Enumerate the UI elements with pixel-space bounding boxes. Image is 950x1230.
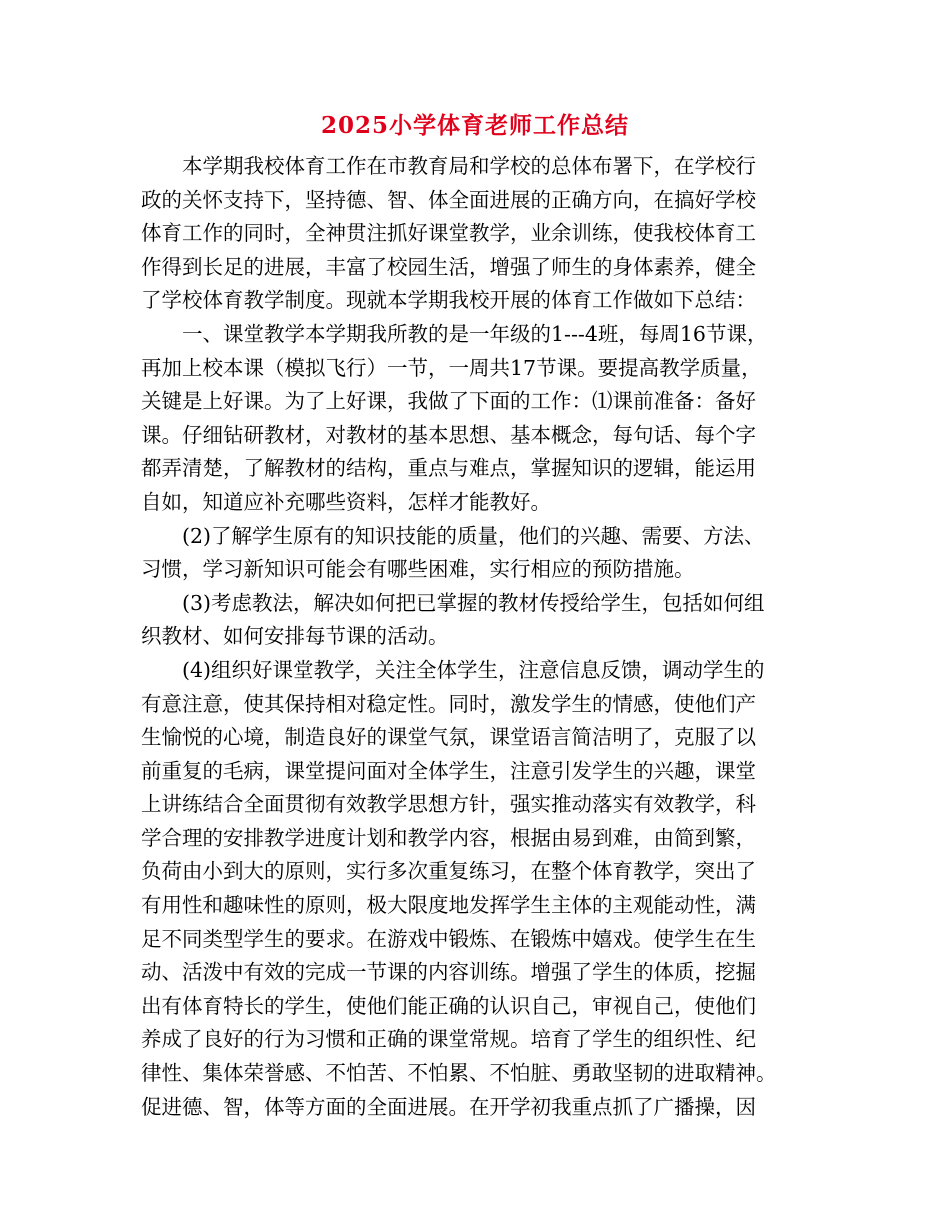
text-line: 都弄清楚，了解教材的结构，重点与难点，掌握知识的逻辑，能运用 xyxy=(141,456,756,481)
text-line: (3)考虑教法，解决如何把已掌握的教材传授给学生，包括如何组 xyxy=(182,590,765,615)
text-line: 足不同类型学生的要求。在游戏中锻炼、在锻炼中嬉戏。使学生在生 xyxy=(141,926,756,951)
document-title: 2025小学体育老师工作总结 xyxy=(320,112,629,139)
text-line: 一、课堂教学本学期我所教的是一年级的1---4班，每周16节课， xyxy=(182,321,768,346)
text-line: 上讲练结合全面贯彻有效教学思想方针，强实推动落实有效教学，科 xyxy=(141,792,756,817)
text-line: 有用性和趣味性的原则，极大限度地发挥学生主体的主观能动性，满 xyxy=(141,893,756,918)
text-line: 再加上校本课（模拟飞行）一节，一周共17节课。要提高教学质量， xyxy=(141,355,762,380)
text-line: 课。仔细钻研教材，对教材的基本思想、基本概念，每句话、每个字 xyxy=(141,422,756,447)
text-line: 织教材、如何安排每节课的活动。 xyxy=(141,624,449,649)
text-line: 负荷由小到大的原则，实行多次重复练习，在整个体育教学，突出了 xyxy=(141,859,756,884)
text-line: 自如，知道应补充哪些资料，怎样才能教好。 xyxy=(141,489,551,514)
text-line: 前重复的毛病，课堂提问面对全体学生，注意引发学生的兴趣，课堂 xyxy=(141,758,756,783)
text-line: 养成了良好的行为习惯和正确的课堂常规。培育了学生的组织性、纪 xyxy=(141,1027,756,1052)
text-line: 律性、集体荣誉感、不怕苦、不怕累、不怕脏、勇敢坚韧的进取精神。 xyxy=(141,1061,777,1086)
text-line: 本学期我校体育工作在市教育局和学校的总体布署下，在学校行 xyxy=(182,154,756,178)
text-line: 关键是上好课。为了上好课，我做了下面的工作：⑴课前准备：备好 xyxy=(141,389,756,414)
text-line: 作得到长足的进展，丰富了校园生活，增强了师生的身体素养，健全 xyxy=(141,254,756,279)
text-line: 动、活泼中有效的完成一节课的内容训练。增强了学生的体质，挖掘 xyxy=(141,960,756,985)
text-line: 政的关怀支持下，坚持德、智、体全面进展的正确方向，在搞好学校 xyxy=(141,187,756,212)
text-line: 了学校体育教学制度。现就本学期我校开展的体育工作做如下总结： xyxy=(141,288,756,313)
text-line: 习惯，学习新知识可能会有哪些困难，实行相应的预防措施。 xyxy=(141,557,695,582)
text-line: 生愉悦的心境，制造良好的课堂气氛，课堂语言简洁明了，克服了以 xyxy=(141,725,756,750)
text-line: (2)了解学生原有的知识技能的质量，他们的兴趣、需要、方法、 xyxy=(182,523,765,548)
text-line: 出有体育特长的学生，使他们能正确的认识自己，审视自己，使他们 xyxy=(141,993,756,1018)
text-line: 学合理的安排教学进度计划和教学内容，根据由易到难，由简到繁， xyxy=(141,825,756,850)
document-body xyxy=(141,150,821,1124)
text-line: 促进德、智，体等方面的全面进展。在开学初我重点抓了广播操，因 xyxy=(141,1094,756,1119)
text-line: (4)组织好课堂教学，关注全体学生，注意信息反馈，调动学生的 xyxy=(182,657,765,682)
text-line: 有意注意，使其保持相对稳定性。同时，激发学生的情感，使他们产 xyxy=(141,691,756,716)
text-line: 体育工作的同时，全神贯注抓好课堂教学，业余训练，使我校体育工 xyxy=(141,221,756,246)
